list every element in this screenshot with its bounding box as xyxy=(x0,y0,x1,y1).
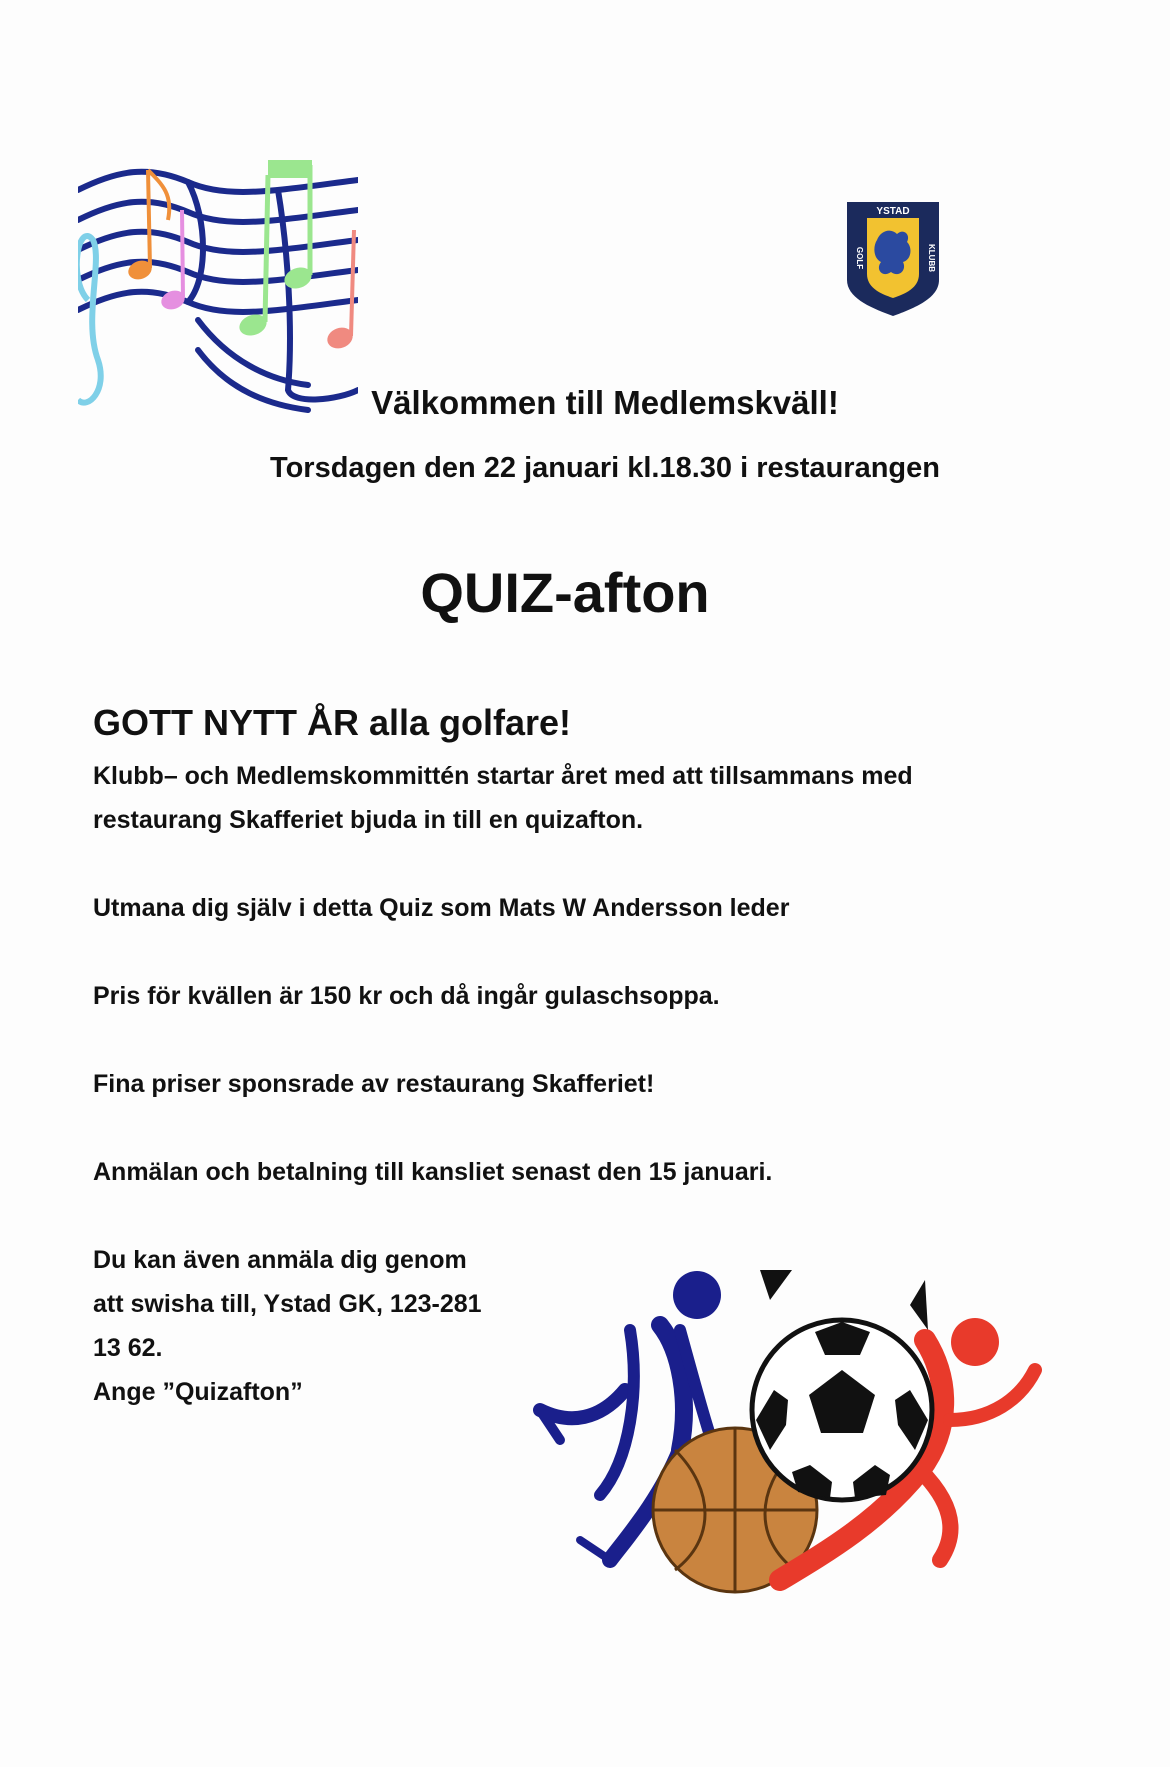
intro-text-line-2: restaurang Skafferiet bjuda in till en quizafton. xyxy=(93,806,644,834)
welcome-heading: Välkommen till Medlemskväll! xyxy=(371,384,839,421)
ystad-golf-klubb-logo xyxy=(845,200,941,318)
swish-text-line-1: Du kan även anmäla dig genom xyxy=(93,1246,467,1274)
greeting-heading: GOTT NYTT ÅR alla golfare! xyxy=(93,702,572,743)
logo-text-right: KLUBB xyxy=(927,244,936,272)
swish-text-line-2: att swisha till, Ystad GK, 123-281 xyxy=(93,1290,482,1318)
swish-text-line-3: 13 62. xyxy=(93,1334,163,1362)
challenge-text: Utmana dig själv i detta Quiz som Mats W Andersson leder xyxy=(93,894,790,922)
logo-text-left: GOLF xyxy=(855,246,864,270)
event-date-line: Torsdagen den 22 januari kl.18.30 i restaurangen xyxy=(270,452,940,484)
prizes-text: Fina priser sponsrade av restaurang Skafferiet! xyxy=(93,1070,655,1098)
registration-text: Anmälan och betalning till kansliet senast den 15 januari. xyxy=(93,1158,773,1186)
logo-text-top: YSTAD xyxy=(876,206,910,217)
music-notes-icon xyxy=(78,160,358,420)
intro-text-line-1: Klubb– och Medlemskommittén startar året med att tillsammans med xyxy=(93,762,913,790)
event-title: QUIZ-afton xyxy=(420,561,710,624)
price-text: Pris för kvällen är 150 kr och då ingår gulaschsoppa. xyxy=(93,982,720,1010)
sports-figures-icon xyxy=(530,1260,1060,1600)
swish-text-line-4: Ange ”Quizafton” xyxy=(93,1378,303,1406)
